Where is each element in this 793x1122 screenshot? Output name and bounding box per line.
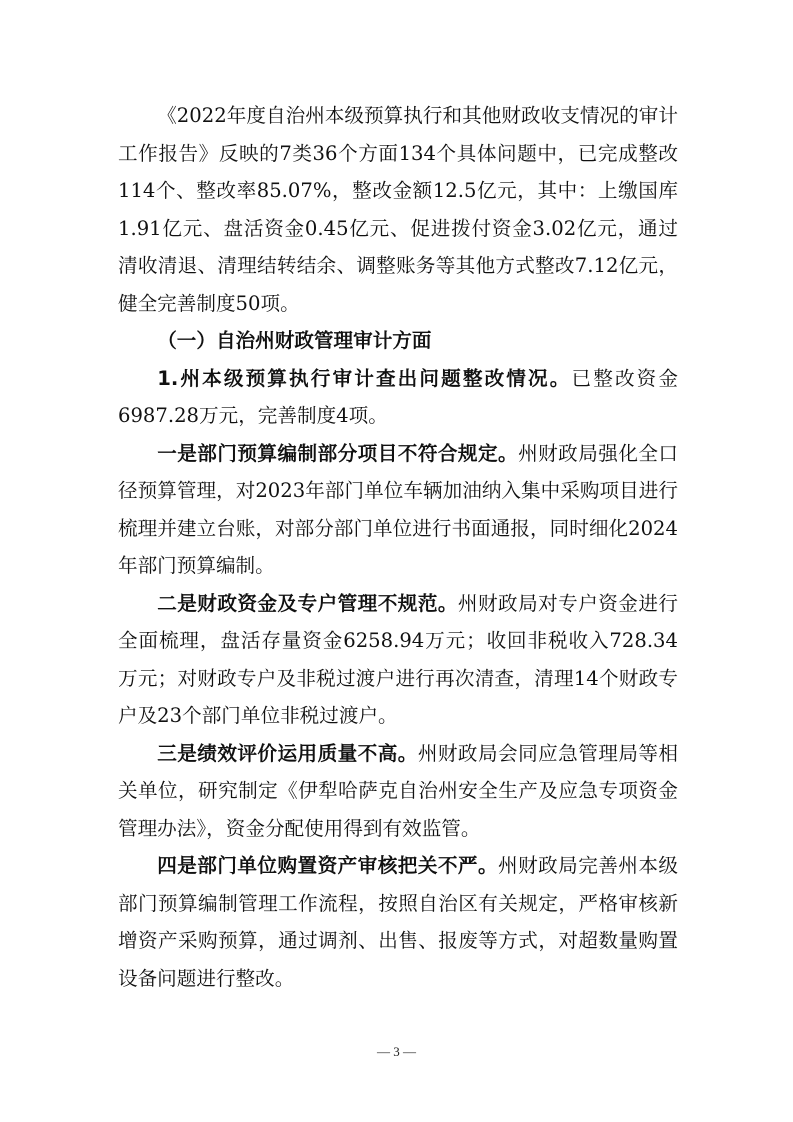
item-paragraph-2 (118, 585, 678, 735)
item-paragraph-3 (118, 735, 678, 848)
item-body-3: 州财政局会同应急管理局等相关单位，研究制定《伊犁哈萨克自治州安全生产及应急专项资金管理办法》，资金分配使用得到有效监管。 (118, 741, 679, 840)
item-title-4: 四是部门单位购置资产审核把关不严。 (157, 854, 499, 877)
item-paragraph-1 (118, 435, 678, 585)
item-paragraph-4 (118, 847, 678, 997)
page-number: — 3 — (377, 1044, 416, 1059)
item-title-2: 二是财政资金及专户管理不规范。 (157, 591, 458, 615)
subsection-body: 已整改资金6987.28万元，完善制度4项。 (118, 366, 679, 427)
item-title-3: 三是绩效评价运用质量不高。 (157, 741, 418, 765)
document-body (118, 97, 678, 997)
subsection-paragraph (118, 360, 678, 435)
item-body-1: 州财政局强化全口径预算管理，对2023年部门单位车辆加油纳入集中采购项目进行梳理并建立台账，对部分部门单位进行书面通报，同时细化2024年部门预算编制。 (118, 441, 679, 577)
subsection-title: 1.州本级预算执行审计查出问题整改情况。 (157, 366, 572, 390)
item-title-1: 一是部门预算编制部分项目不符合规定。 (157, 441, 519, 465)
item-body-2: 州财政局对专户资金进行全面梳理，盘活存量资金6258.94万元；收回非税收入728.34万元；对财政专户及非税过渡户进行再次清查，清理14个财政专户及23个部门单位非税过渡户。 (118, 591, 679, 727)
intro-paragraph: 《2022年度自治州本级预算执行和其他财政收支情况的审计工作报告》反映的7类36个方面134个具体问题中，已完成整改114个、整改率85.07%，整改金额12.5亿元，其中：上缴国库1.91亿元、盘活资金0.45亿元、促进拨付资金3.02亿元，通过清收清退、清理结转结余、调整账务等其他方式整改7.12亿元，健全完善制度50项。 (118, 104, 678, 315)
section-heading: （一）自治州财政管理审计方面 (157, 329, 432, 352)
item-body-4: 州财政局完善州本级部门预算编制管理工作流程，按照自治区有关规定，严格审核新增资产采购预算，通过调剂、出售、报废等方式，对超数量购置设备问题进行整改。 (118, 854, 678, 990)
